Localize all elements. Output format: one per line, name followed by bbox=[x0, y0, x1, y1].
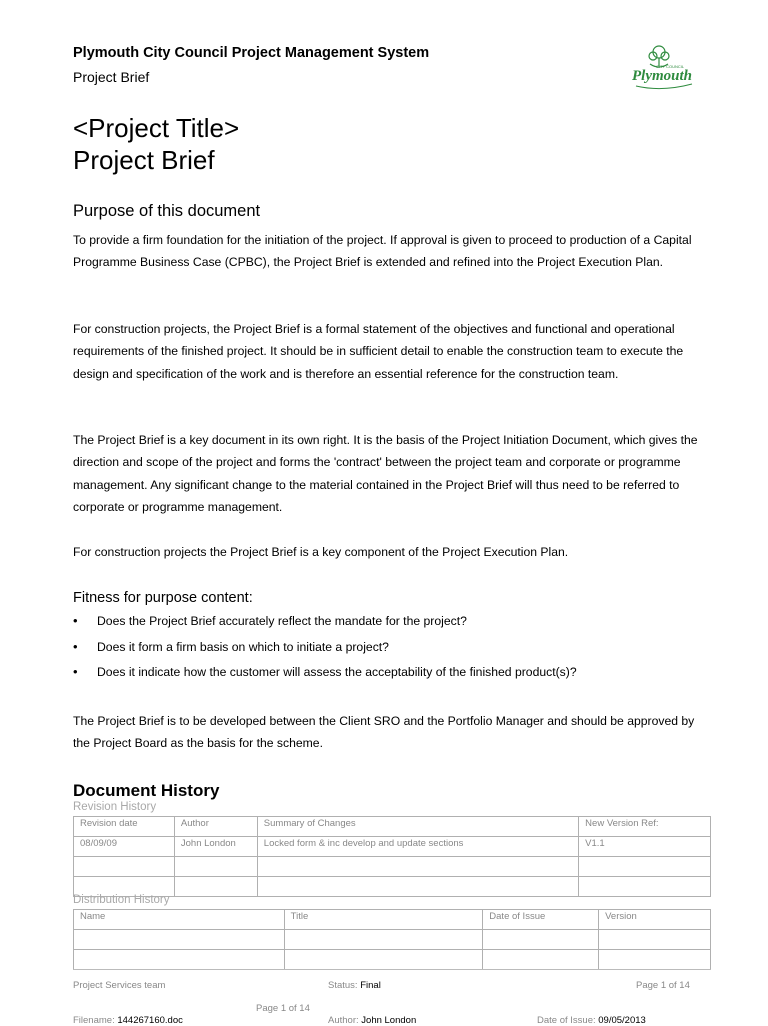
table-cell[interactable]: 08/09/09 bbox=[74, 837, 175, 857]
table-cell[interactable] bbox=[174, 877, 257, 897]
revision-history-label: Revision History bbox=[73, 801, 157, 813]
fitness-closing-paragraph: The Project Brief is to be developed between the Client SRO and the Portfolio Manager and should be approved by the Project Board as the basis for the scheme. bbox=[73, 714, 695, 751]
table-header-cell: Date of Issue bbox=[483, 910, 599, 930]
table-header-cell: New Version Ref: bbox=[579, 817, 711, 837]
table-cell[interactable] bbox=[579, 857, 711, 877]
table-cell[interactable] bbox=[599, 930, 711, 950]
table-cell[interactable] bbox=[74, 930, 285, 950]
author-value: John London bbox=[361, 1015, 417, 1026]
table-cell[interactable] bbox=[174, 857, 257, 877]
table-cell[interactable] bbox=[257, 877, 578, 897]
table-cell[interactable] bbox=[74, 857, 175, 877]
project-title-placeholder: <Project Title> bbox=[73, 113, 240, 143]
table-header-cell: Title bbox=[284, 910, 483, 930]
list-item: • Does it form a firm basis on which to initiate a project? bbox=[73, 640, 577, 666]
purpose-paragraph-3: The Project Brief is a key document in its own right. It is the basis of the Project Initiation Document, which gives the direction and scope of the project and forms the 'contract' between the project team and corporate or programme management. Any significant change to the material contained in the Project Brief will thus need to be referred to corporate or programme management. bbox=[73, 433, 698, 514]
document-history-heading: Document History bbox=[73, 781, 220, 800]
table-cell[interactable]: V1.1 bbox=[579, 837, 711, 857]
filename-value: 144267160.doc bbox=[117, 1015, 183, 1026]
footer-filename: Filename: 144267160.doc bbox=[73, 1015, 183, 1026]
header-subtitle: Project Brief bbox=[73, 69, 150, 85]
footer-page-right: Page 1 of 14 bbox=[636, 980, 690, 991]
table-cell[interactable] bbox=[483, 950, 599, 970]
table-header-row bbox=[74, 817, 711, 837]
svg-text:Plymouth: Plymouth bbox=[632, 68, 693, 84]
purpose-paragraph-1: To provide a firm foundation for the initiation of the project. If approval is given to proceed to production of a Capital Programme Business Case (CPBC), the Project Brief is extended and refined into the Project Execution Plan. bbox=[73, 233, 692, 270]
table-row bbox=[74, 950, 711, 970]
footer-team: Project Services team bbox=[73, 980, 166, 991]
footer-page-center: Page 1 of 14 bbox=[256, 1003, 310, 1014]
purpose-paragraph-2: For construction projects, the Project Brief is a formal statement of the objectives and functional and operational requirements of the finished project. It should be in sufficient detail to enable the construction team to execute the design and specification of the work and is therefore an essential reference for the construction team. bbox=[73, 322, 684, 381]
table-header-cell: Version bbox=[599, 910, 711, 930]
fitness-heading: Fitness for purpose content: bbox=[73, 590, 253, 606]
fitness-list bbox=[73, 614, 577, 691]
distribution-history-label: Distribution History bbox=[73, 894, 170, 906]
footer-author: Author: John London bbox=[328, 1015, 417, 1026]
plymouth-logo bbox=[626, 42, 698, 96]
table-cell[interactable] bbox=[284, 950, 483, 970]
table-row bbox=[74, 857, 711, 877]
table-header-cell: Name bbox=[74, 910, 285, 930]
table-header-cell: Revision date bbox=[74, 817, 175, 837]
footer-status: Status: Final bbox=[328, 980, 381, 991]
table-cell[interactable]: Locked form & inc develop and update sections bbox=[257, 837, 578, 857]
table-cell[interactable] bbox=[483, 930, 599, 950]
document-title bbox=[73, 112, 239, 176]
table-header-cell: Author bbox=[174, 817, 257, 837]
table-cell[interactable] bbox=[599, 950, 711, 970]
table-header-cell: Summary of Changes bbox=[257, 817, 578, 837]
list-item: • Does the Project Brief accurately reflect the mandate for the project? bbox=[73, 614, 577, 640]
distribution-history-table bbox=[73, 909, 711, 970]
footer-date-of-issue: Date of Issue: 09/05/2013 bbox=[537, 1015, 646, 1026]
table-cell[interactable] bbox=[579, 877, 711, 897]
table-row bbox=[74, 930, 711, 950]
status-value: Final bbox=[360, 980, 381, 991]
project-brief-title: Project Brief bbox=[73, 145, 215, 175]
table-row bbox=[74, 837, 711, 857]
tree-logo-icon bbox=[626, 42, 698, 96]
org-title: Plymouth City Council Project Management System bbox=[73, 45, 430, 61]
table-cell[interactable]: John London bbox=[174, 837, 257, 857]
table-cell[interactable] bbox=[284, 930, 483, 950]
issue-date-value: 09/05/2013 bbox=[598, 1015, 646, 1026]
table-header-row bbox=[74, 910, 711, 930]
list-item: • Does it indicate how the customer will assess the acceptability of the finished product(s)? bbox=[73, 665, 577, 691]
footer-divider bbox=[73, 969, 711, 970]
svg-text:CITY COUNCIL: CITY COUNCIL bbox=[656, 64, 685, 69]
table-cell[interactable] bbox=[74, 950, 285, 970]
revision-history-table bbox=[73, 816, 711, 897]
table-cell[interactable] bbox=[257, 857, 578, 877]
purpose-heading: Purpose of this document bbox=[73, 202, 261, 220]
purpose-paragraph-4: For construction projects the Project Brief is a key component of the Project Execution Plan. bbox=[73, 545, 569, 559]
